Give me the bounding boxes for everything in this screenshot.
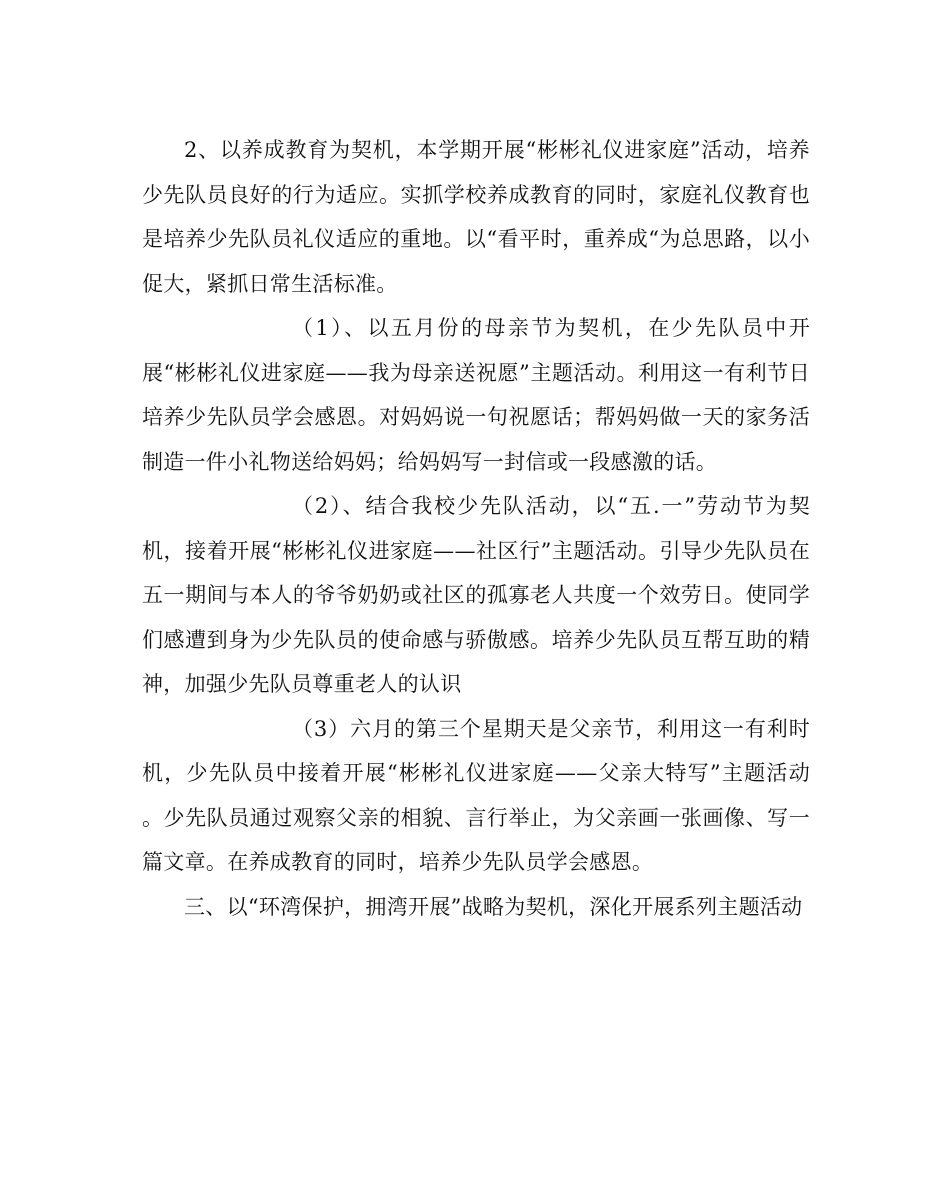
document-body [142, 128, 810, 929]
paragraph-sub-1-mothers-day: （1）、以五月份的母亲节为契机，在少先队员中开展“彬彬礼仪进家庭——我为母亲送祝愿”主题活动。利用这一有利节日培养少先队员学会感恩。对妈妈说一句祝愿话；帮妈妈做一天的家务活制造一件小礼物送给妈妈；给妈妈写一封信或一段感激的话。 [142, 316, 810, 474]
paragraph-section-3-heading: 三、以“环湾保护，拥湾开展”战略为契机，深化开展系列主题活动 [184, 894, 803, 919]
paragraph-item-2: 2、以养成教育为契机，本学期开展“彬彬礼仪进家庭”活动，培养少先队员良好的行为适应。实抓学校养成教育的同时，家庭礼仪教育也是培养少先队员礼仪适应的重地。以“看平时，重养成“为总思路，以小促大，紧抓日常生活标准。 [142, 138, 810, 296]
paragraph-sub-3-fathers-day: （3）六月的第三个星期天是父亲节，利用这一有利时机，少先队员中接着开展“彬彬礼仪进家庭——父亲大特写”主题活动 。少先队员通过观察父亲的相貌、言行举止，为父亲画一张画像、写一篇文章。在养成教育的同时，培养少先队员学会感恩。 [142, 716, 810, 874]
paragraph-sub-2-labor-day: （2）、结合我校少先队活动，以“五.一”劳动节为契机，接着开展“彬彬礼仪进家庭——社区行”主题活动。引导少先队员在五一期间与本人的爷爷奶奶或社区的孤寡老人共度一个效劳日。使同学们感遭到身为少先队员的使命感与骄傲感。培养少先队员互帮互助的精神，加强少先队员尊重老人的认识 [142, 494, 810, 696]
